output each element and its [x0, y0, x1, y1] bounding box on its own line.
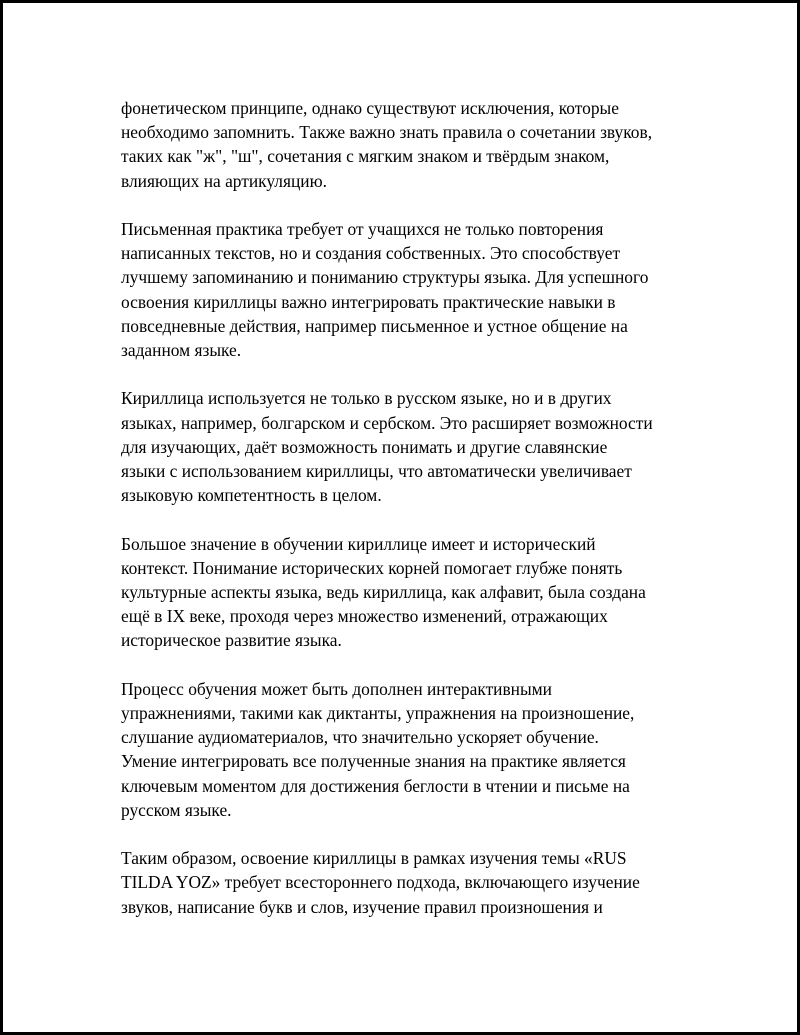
- text-line: языковую компетентность в целом.: [121, 485, 382, 506]
- text-line: Процесс обучения может быть дополнен интерактивными: [121, 678, 552, 699]
- paragraph-1: [121, 96, 701, 193]
- text-line: повседневные действия, например письменное и устное общение на: [121, 315, 628, 336]
- text-line: культурные аспекты языка, ведь кириллица, как алфавит, была создана: [121, 582, 646, 603]
- text-line: контекст. Понимание исторических корней помогает глубже понять: [121, 557, 623, 578]
- text-line: Умение интегрировать все полученные знания на практике является: [121, 751, 626, 772]
- text-line: TILDA YOZ» требует всестороннего подхода, включающего изучение: [121, 872, 640, 893]
- text-line: для изучающих, даёт возможность понимать и другие славянские: [121, 436, 608, 457]
- text-line: Большое значение в обучении кириллице имеет и исторический: [121, 533, 596, 554]
- text-line: языках, например, болгарском и сербском. Это расширяет возможности: [121, 412, 653, 433]
- text-line: языки с использованием кириллицы, что автоматически увеличивает: [121, 461, 632, 482]
- text-line: слушание аудиоматериалов, что значительно ускоряет обучение.: [121, 727, 599, 748]
- paragraph-4: [121, 532, 701, 653]
- paragraph-3: [121, 386, 701, 507]
- text-line: Таким образом, освоение кириллицы в рамках изучения темы «RUS: [121, 848, 627, 869]
- text-line: ключевым моментом для достижения беглости в чтении и письме на: [121, 775, 630, 796]
- text-line: русском языке.: [121, 799, 232, 820]
- text-line: фонетическом принципе, однако существуют исключения, которые: [121, 98, 619, 118]
- text-line: освоения кириллицы важно интегрировать практические навыки в: [121, 291, 616, 312]
- paragraph-5: [121, 677, 701, 822]
- document-body: [121, 96, 701, 943]
- text-line: историческое развитие языка.: [121, 630, 342, 651]
- text-line: влияющих на артикуляцию.: [121, 170, 327, 191]
- text-line: упражнениями, такими как диктанты, упражнения на произношение,: [121, 703, 635, 724]
- paragraph-6: [121, 846, 701, 919]
- text-line: таких как "ж", "ш", сочетания с мягким знаком и твёрдым знаком,: [121, 146, 610, 167]
- text-line: ещё в IX веке, проходя через множество изменений, отражающих: [121, 606, 608, 627]
- text-line: лучшему запоминанию и пониманию структуры языка. Для успешного: [121, 267, 649, 288]
- text-line: Кириллица используется не только в русском языке, но и в других: [121, 388, 612, 409]
- paragraph-2: [121, 217, 701, 362]
- text-line: заданном языке.: [121, 340, 242, 361]
- text-line: написанных текстов, но и создания собственных. Это способствует: [121, 243, 621, 264]
- text-line: необходимо запомнить. Также важно знать правила о сочетании звуков,: [121, 122, 653, 143]
- text-line: Письменная практика требует от учащихся не только повторения: [121, 219, 604, 239]
- text-line: звуков, написание букв и слов, изучение правил произношения и: [121, 896, 603, 917]
